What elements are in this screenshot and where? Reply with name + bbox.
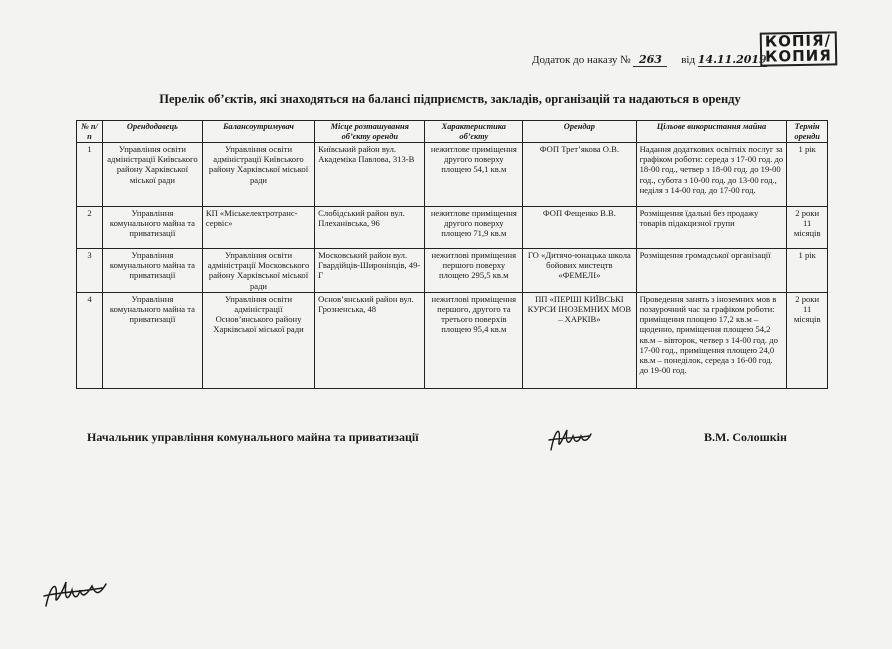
stamp-line-2: КОПИЯ xyxy=(764,46,832,66)
appendix-prefix: Додаток до наказу № xyxy=(532,54,631,66)
table-row xyxy=(77,207,828,249)
cell-num: 2 xyxy=(77,207,103,249)
cell-usage: Розміщення громадської організації xyxy=(636,249,787,293)
copy-stamp xyxy=(760,31,837,66)
cell-location: Київський район вул. Академіка Павлова, 313-В xyxy=(315,143,425,207)
cell-lessor: Управління комунального майна та приватизації xyxy=(103,207,203,249)
stamp-line-1: КОПІЯ/ xyxy=(764,31,832,51)
cell-usage: Проведення занять з іноземних мов в позаурочний час за графіком роботи: приміщення площею 17,2 кв.м – щоденно, приміщення площею 54,2 кв.м – вівторок, четвер з 14-00 год. до 17-00 год., приміщення площею 24,0 кв.м – понеділок, середа з 16-00 год. до 19-00 год. xyxy=(636,292,787,388)
table-row xyxy=(77,292,828,388)
appendix-line xyxy=(532,53,767,67)
cell-tenant: ПП «ПЕРШІ КИЇВСЬКІ КУРСИ ІНОЗЕМНИХ МОВ – ХАРКІВ» xyxy=(523,292,636,388)
objects-table xyxy=(76,120,828,389)
col-header-num: № п/п xyxy=(77,121,103,143)
cell-tenant: ГО «Дитячо-юнацька школа бойових мистецтв «ФЕМЕЛІ» xyxy=(523,249,636,293)
date-prefix: від xyxy=(681,54,696,66)
col-header-term: Термін оренди xyxy=(787,121,828,143)
signatory-name: В.М. Солошкін xyxy=(704,430,787,444)
col-header-holder: Балансоутримувач xyxy=(202,121,314,143)
cell-characteristic: нежитлові приміщення першого поверху площею 295,5 кв.м xyxy=(425,249,523,293)
cell-lessor: Управління комунального майна та приватизації xyxy=(103,249,203,293)
cell-num: 4 xyxy=(77,292,103,388)
cell-holder: Управління освіти адміністрації Київського району Харківської міської ради xyxy=(202,143,314,207)
cell-usage: Надання додаткових освітніх послуг за графіком роботи: середа з 17-00 год. до 18-00 год., четвер з 18-00 год. до 19-00 год., субота з 10-00 год. до 13-00 год., неділя з 14-00 год. до 17-00 год. xyxy=(636,143,787,207)
col-header-tenant: Орендар xyxy=(523,121,636,143)
cell-characteristic: нежитлове приміщення другого поверху площею 54,1 кв.м xyxy=(425,143,523,207)
cell-holder: КП «Міськелектротранс-сервіс» xyxy=(202,207,314,249)
order-number: 263 xyxy=(633,53,667,67)
cell-characteristic: нежитлове приміщення другого поверху площею 71,9 кв.м xyxy=(425,207,523,249)
cell-term: 1 рік xyxy=(787,143,828,207)
cell-location: Слобідський район вул. Плеханівська, 96 xyxy=(315,207,425,249)
cell-lessor: Управління комунального майна та приватизації xyxy=(103,292,203,388)
document-title: Перелік об’єктів, які знаходяться на балансі підприємств, закладів, організацій та надаються в оренду xyxy=(159,92,741,106)
col-header-usage: Цільове використання майна xyxy=(636,121,787,143)
cell-location: Основ’янський район вул. Грозненська, 48 xyxy=(315,292,425,388)
cell-holder: Управління освіти адміністрації Московського району Харківської міської ради xyxy=(202,249,314,293)
cell-tenant: ФОП Трет’якова О.В. xyxy=(523,143,636,207)
table-row xyxy=(77,143,828,207)
cell-location: Московський район вул. Гвардійців-Широнінців, 49-Г xyxy=(315,249,425,293)
order-date: 14.11.2019 xyxy=(697,53,767,66)
cell-lessor: Управління освіти адміністрації Київського району Харківської міської ради xyxy=(103,143,203,207)
cell-term: 2 роки 11 місяців xyxy=(787,292,828,388)
table-header-row xyxy=(77,121,828,143)
signature-icon xyxy=(545,420,605,460)
cell-term: 1 рік xyxy=(787,249,828,293)
col-header-location: Місце розташування об’єкту оренди xyxy=(315,121,425,143)
table-row xyxy=(77,249,828,293)
cell-characteristic: нежитлові приміщення першого, другого та третього поверхів площею 95,4 кв.м xyxy=(425,292,523,388)
col-header-characteristic: Характеристика об’єкту xyxy=(425,121,523,143)
signatory-position: Начальник управління комунального майна та приватизації xyxy=(87,430,419,444)
cell-term: 2 роки 11 місяців xyxy=(787,207,828,249)
cell-tenant: ФОП Фещенко В.В. xyxy=(523,207,636,249)
cell-num: 1 xyxy=(77,143,103,207)
cell-num: 3 xyxy=(77,249,103,293)
cell-usage: Розміщення їдальні без продажу товарів підакцизної групи xyxy=(636,207,787,249)
col-header-lessor: Орендодавець xyxy=(103,121,203,143)
cell-holder: Управління освіти адміністрації Основ’янського району Харківської міської ради xyxy=(202,292,314,388)
signature-icon xyxy=(40,570,120,614)
